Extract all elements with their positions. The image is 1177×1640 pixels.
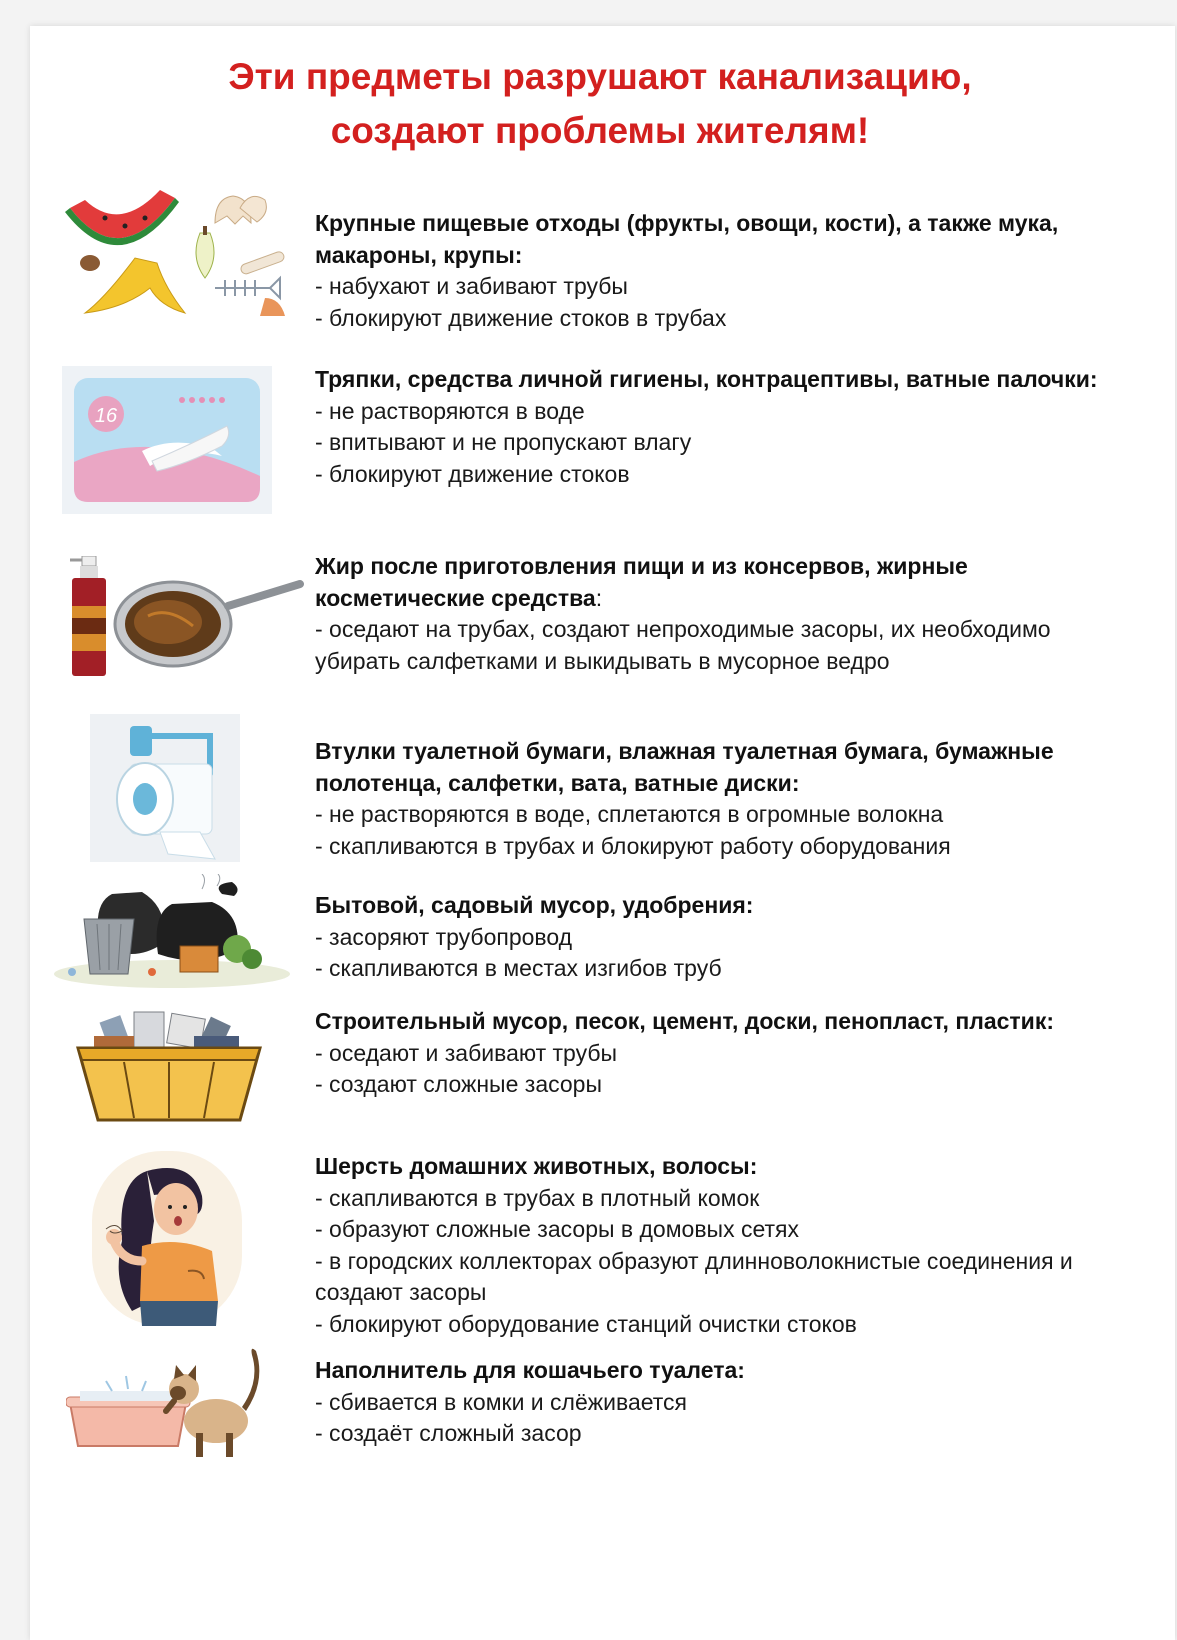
item-text (315, 890, 1115, 985)
item-point: - создаёт сложный засор (315, 1420, 582, 1446)
item-text (315, 364, 1115, 490)
item-point: - не растворяются в воде (315, 397, 585, 424)
item-text (315, 551, 1115, 677)
title-line-1: Эти предметы разрушают канализацию, (228, 56, 972, 97)
item-point: - скапливаются в трубах и блокируют работу оборудования (315, 832, 951, 859)
item-point: - впитывают и не пропускают влагу (315, 429, 692, 455)
toilet-paper-icon (90, 714, 240, 862)
item-heading: Тряпки, средства личной гигиены, контрацептивы, ватные палочки: (315, 366, 1098, 392)
item-point: - скапливаются в местах изгибов труб (315, 955, 722, 981)
item-point: - скапливаются в трубах в плотный комок (315, 1184, 760, 1211)
item-text (315, 736, 1115, 862)
pads-package-icon (62, 366, 272, 514)
cat-litter-icon (66, 1341, 271, 1461)
construction-debris-icon (74, 1006, 264, 1124)
item-text (315, 1151, 1115, 1340)
item-heading: Строительный мусор, песок, цемент, доски, пенопласт, пластик: (315, 1008, 1054, 1034)
item-point: - сбивается в комки и слёживается (315, 1388, 687, 1415)
item-text (315, 208, 1115, 334)
item-text (315, 1355, 1115, 1450)
item-heading-line (315, 551, 1115, 614)
item-point: - блокируют движение стоков (315, 460, 630, 487)
package-number: 16 (94, 405, 118, 427)
item-point: - оседают на трубах, создают непроходимые засоры, их необходимо убирать салфетками и выкидывать в мусорное ведро (315, 616, 1051, 674)
item-point: - засоряют трубопровод (315, 923, 573, 950)
item-point: - не растворяются в воде, сплетаются в огромные волокна (315, 801, 944, 827)
item-point: - в городских коллекторах образуют длинноволокнистые соединения и создают засоры (315, 1247, 1073, 1305)
item-heading: Жир после приготовления пищи и из консервов, жирные косметические средства (315, 553, 968, 611)
item-point: - создают сложные засоры (315, 1071, 602, 1097)
item-heading: Бытовой, садовый мусор, удобрения: (315, 892, 754, 918)
item-point: - блокируют оборудование станций очистки стоков (315, 1310, 857, 1337)
item-point: - образуют сложные засоры в домовых сетях (315, 1216, 799, 1242)
item-heading-suffix: : (595, 584, 603, 611)
item-heading: Шерсть домашних животных, волосы: (315, 1153, 758, 1179)
poster-title (10, 50, 1177, 158)
poster-page (30, 26, 1175, 1640)
item-point: - набухают и забивают трубы (315, 273, 628, 299)
item-heading: Крупные пищевые отходы (фрукты, овощи, кости), а также мука, макароны, крупы: (315, 210, 1059, 268)
title-line-2: создают проблемы жителям! (330, 110, 870, 151)
item-point: - блокируют движение стоков в трубах (315, 304, 727, 331)
garbage-pile-icon (52, 874, 292, 989)
item-heading: Наполнитель для кошачьего туалета: (315, 1357, 745, 1383)
item-text (315, 1006, 1115, 1101)
food-waste-icon (65, 178, 290, 318)
woman-hair-icon (92, 1151, 242, 1326)
item-point: - оседают и забивают трубы (315, 1039, 618, 1066)
item-heading: Втулки туалетной бумаги, влажная туалетная бумага, бумажные полотенца, салфетки, вата, ватные диски: (315, 738, 1054, 796)
grease-pan-icon (68, 556, 308, 681)
